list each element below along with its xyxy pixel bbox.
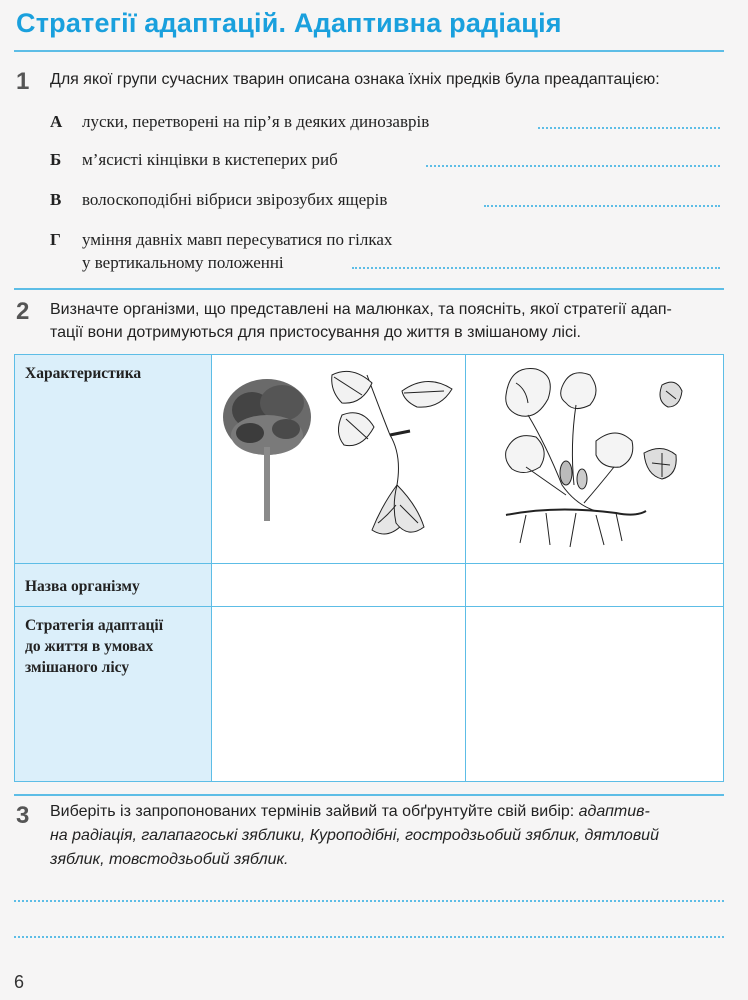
q1-option-a-text: луски, перетворені на пір’я в деяких динозаврів — [82, 112, 430, 131]
q1-option-d-text-2: у вертикальному положенні — [82, 253, 284, 272]
question-3-text — [50, 800, 726, 872]
question-2-line-1: Визначте організми, що представлені на малюнках, та поясніть, якої стратегії адап- — [50, 301, 672, 318]
q1-option-c-text: волоскоподібні вібриси звірозубих ящерів — [82, 190, 388, 209]
row-label-organism-name: Назва організму — [15, 564, 212, 607]
picture-cell-maple — [212, 355, 466, 564]
tree-icon — [220, 377, 316, 523]
q1-option-d-text: уміння давніх мавп пересуватися по гілках — [82, 230, 393, 249]
strategy-cell-2[interactable] — [466, 607, 724, 782]
question-2-number: 2 — [16, 298, 30, 325]
question-3-line-1: Виберіть із запропонованих термінів зайвий та обґрунтуйте свій вибір: — [50, 803, 579, 820]
row-label-adaptation-strategy — [15, 607, 212, 782]
q1-option-d[interactable] — [50, 228, 392, 274]
q1-option-a[interactable] — [50, 110, 429, 133]
organism-name-cell-2[interactable] — [466, 564, 724, 607]
q1-option-b-text: м’ясисті кінцівки в кистеперих риб — [82, 150, 338, 169]
strategy-cell-1[interactable] — [212, 607, 466, 782]
organisms-table — [14, 354, 724, 782]
q1-option-d-letter: Г — [50, 230, 61, 249]
maple-branch-icon — [326, 361, 460, 547]
title-divider — [14, 50, 724, 52]
page-number: 6 — [14, 972, 25, 992]
question-3-line-2: на радіація, галапагоські зяблики, Куроподібні, гостродзьобий зяблик, дятловий — [50, 827, 659, 844]
q3-answer-line-1[interactable] — [14, 900, 724, 902]
strategy-label-line-3: змішаного лісу — [25, 659, 130, 676]
q1-answer-line-c[interactable] — [484, 203, 720, 207]
section-divider-1 — [14, 288, 724, 290]
q1-option-a-letter: А — [50, 112, 63, 131]
question-1-text: Для якої групи сучасних тварин описана ознака їхніх предків була преадаптацією: — [50, 71, 660, 88]
asarum-illustration — [466, 355, 723, 558]
question-3-line-1-italic: адаптив- — [578, 803, 650, 820]
q1-option-b-letter: Б — [50, 150, 62, 169]
strategy-label-line-2: до життя в умовах — [25, 638, 154, 655]
q1-option-b[interactable] — [50, 148, 338, 171]
question-2-text — [50, 298, 726, 344]
q3-answer-line-2[interactable] — [14, 936, 724, 938]
q1-answer-line-b[interactable] — [426, 163, 720, 167]
question-3-line-3: зяблик, товстодзьобий зяблик. — [50, 851, 289, 868]
q1-option-c[interactable] — [50, 188, 387, 211]
q1-answer-line-a[interactable] — [538, 125, 720, 129]
page-title: Стратегії адаптацій. Адаптивна радіація — [16, 8, 562, 38]
question-2-line-2: тації вони дотримуються для пристосування до життя в змішаному лісі. — [50, 324, 581, 341]
organism-name-cell-1[interactable] — [212, 564, 466, 607]
q1-answer-line-d[interactable] — [352, 265, 720, 269]
q1-option-c-letter: В — [50, 190, 62, 209]
row-label-characteristic: Характеристика — [15, 355, 212, 564]
question-3-number: 3 — [16, 802, 30, 829]
section-divider-2 — [14, 794, 724, 796]
picture-cell-asarum — [466, 355, 724, 564]
wild-ginger-plant-icon — [502, 361, 686, 551]
strategy-label-line-1: Стратегія адаптації — [25, 617, 164, 634]
maple-illustration — [212, 355, 465, 558]
question-1-number: 1 — [16, 68, 30, 95]
